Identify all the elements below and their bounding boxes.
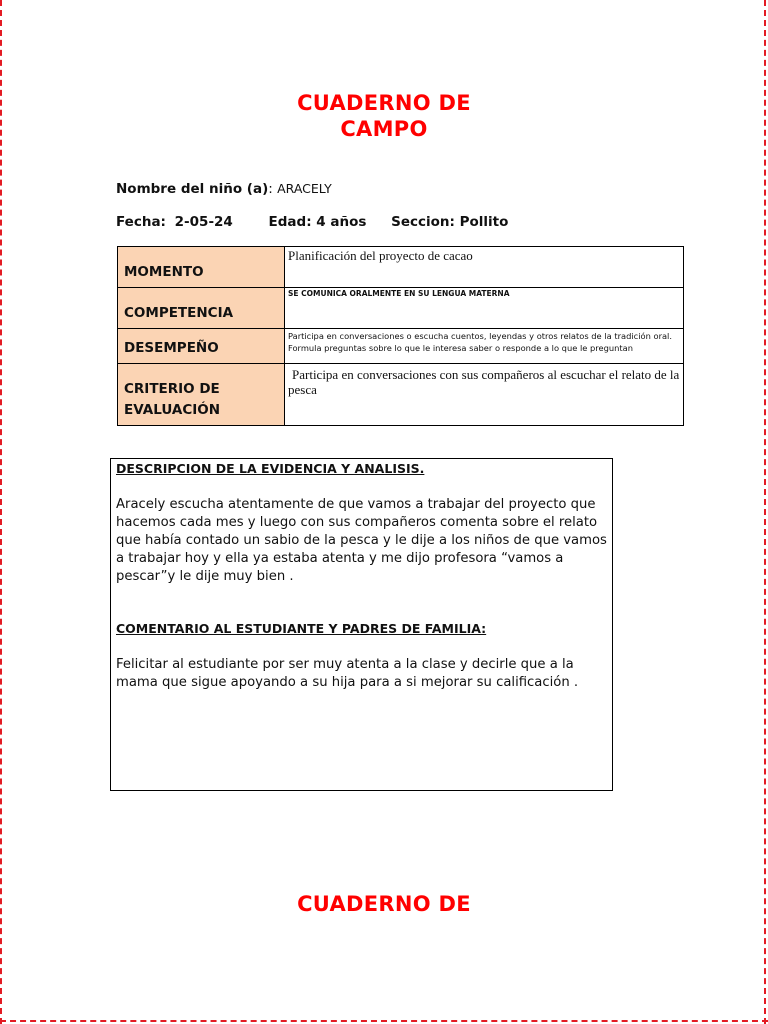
evidence-heading: DESCRIPCION DE LA EVIDENCIA Y ANALISIS. bbox=[116, 461, 425, 476]
name-value: ARACELY bbox=[277, 181, 332, 196]
criterio-label-line-1: CRITERIO DE bbox=[124, 381, 220, 397]
comment-body: Felicitar al estudiante por ser muy atenta a la clase y decirle que a la mama que sigue apoyando a su hija para a si mejorar su calificación . bbox=[116, 657, 579, 690]
table-row-competencia bbox=[118, 288, 684, 329]
date-age-section-line bbox=[116, 214, 508, 230]
desempeno-value-line-1: Participa en conversaciones o escucha cuentos, leyendas y otros relatos de la tradición oral. bbox=[288, 331, 673, 341]
page-border-left bbox=[0, 0, 2, 1024]
name-label: Nombre del niño (a) bbox=[116, 181, 269, 197]
criterio-label bbox=[118, 364, 285, 426]
table-row-criterio bbox=[118, 364, 684, 426]
evidence-body: Aracely escucha atentamente de que vamos a trabajar del proyecto que hacemos cada mes y luego con sus compañeros comenta sobre el relato que había contado un sabio de la pesca y le dije a los niños de que vamos a trabajar hoy y ella ya estaba atenta y me dijo profesora “vamos a pescar”y le dije muy bien . bbox=[116, 497, 607, 584]
fecha-label: Fecha: bbox=[116, 214, 166, 230]
momento-label: MOMENTO bbox=[118, 247, 285, 288]
evidence-box bbox=[110, 458, 613, 791]
page-border-right bbox=[764, 0, 766, 1024]
page-border-bottom bbox=[0, 1020, 768, 1022]
document-title-line-2: CAMPO bbox=[340, 117, 428, 141]
name-colon: : bbox=[268, 181, 278, 197]
edad-label: Edad: 4 años bbox=[268, 214, 367, 230]
table-row-desempeno bbox=[118, 329, 684, 364]
table-row-momento bbox=[118, 247, 684, 288]
comment-heading: COMENTARIO AL ESTUDIANTE Y PADRES DE FAMILIA: bbox=[116, 621, 487, 636]
desempeno-label: DESEMPEÑO bbox=[118, 329, 285, 364]
criterio-label-line-2: EVALUACIÓN bbox=[124, 402, 221, 418]
seccion-label: Seccion: Pollito bbox=[391, 214, 509, 230]
fecha-value: 2-05-24 bbox=[174, 214, 233, 230]
momento-value: Planificación del proyecto de cacao bbox=[285, 247, 684, 288]
document-title-repeat: CUADERNO DE bbox=[297, 892, 471, 916]
criterio-value-text: Participa en conversaciones con sus compañeros al escuchar el relato de la pesca bbox=[288, 367, 680, 397]
evaluation-table bbox=[117, 246, 684, 426]
student-name-line bbox=[116, 181, 332, 197]
competencia-label: COMPETENCIA bbox=[118, 288, 285, 329]
criterio-value bbox=[285, 364, 684, 426]
document-title-line-1: CUADERNO DE bbox=[297, 91, 471, 115]
competencia-value: SE COMUNICA ORALMENTE EN SU LENGUA MATERNA bbox=[285, 288, 684, 329]
desempeno-value bbox=[285, 329, 684, 364]
desempeno-value-line-2: Formula preguntas sobre lo que le interesa saber o responde a lo que le preguntan bbox=[288, 343, 633, 353]
